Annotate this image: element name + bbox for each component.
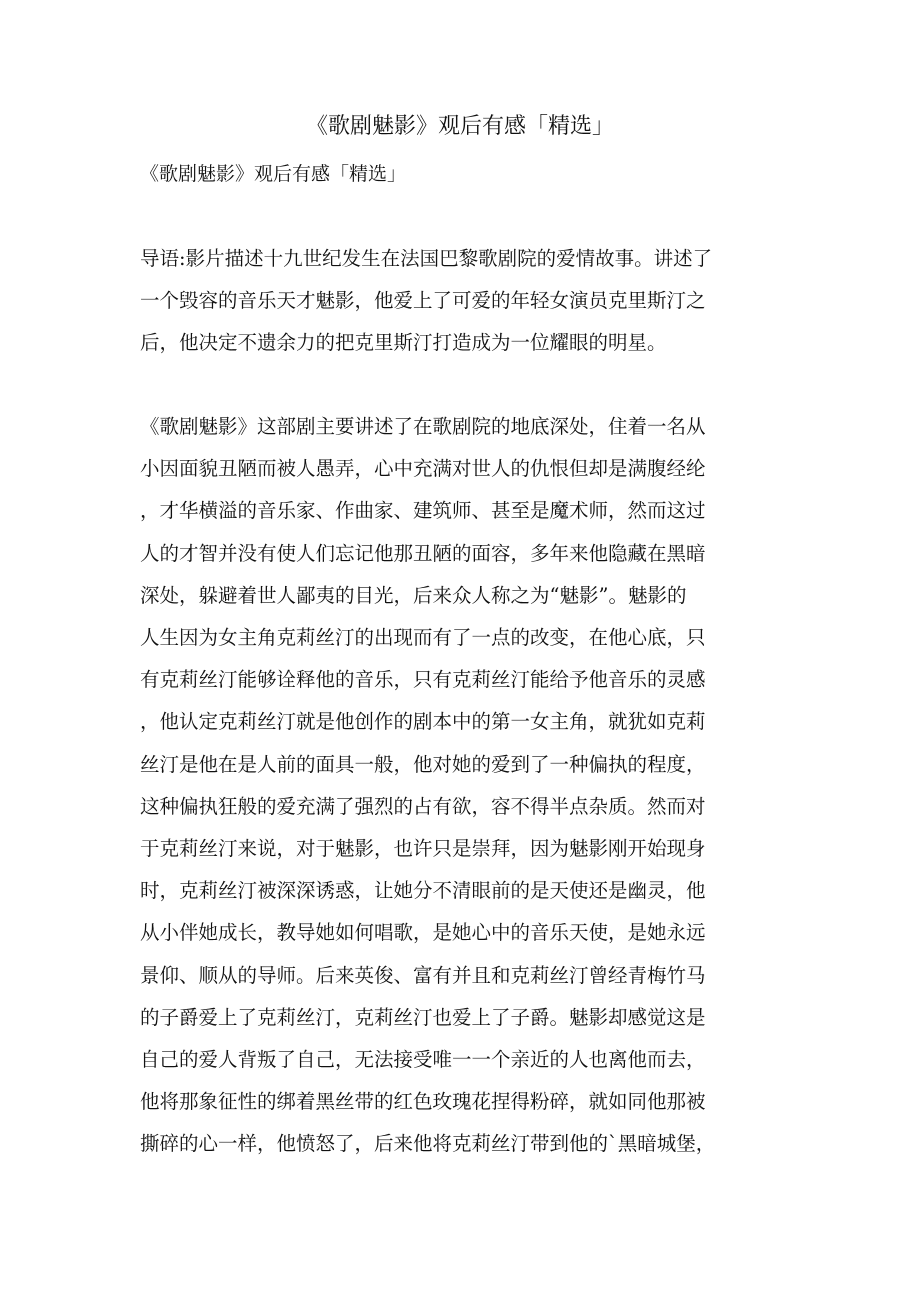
intro-paragraph [140, 238, 780, 365]
paragraph-line: 时，克莉丝汀被深深诱惑，让她分不清眼前的是天使还是幽灵，他 [140, 879, 706, 903]
paragraph-line: 《歌剧魅影》这部剧主要讲述了在歌剧院的地底深处，住着一名从 [140, 415, 706, 438]
paragraph-line: 一个毁容的音乐天才魅影，他爱上了可爱的年轻女演员克里斯汀之 [140, 289, 706, 313]
paragraph-line: 人生因为女主角克莉丝汀的出现而有了一点的改变，在他心底，只 [140, 626, 706, 650]
paragraph-line: 于克莉丝汀来说，对于魅影，也许只是崇拜，因为魅影刚开始现身 [140, 837, 706, 861]
paragraph-line: ，他认定克莉丝汀就是他创作的剧本中的第一女主角，就犹如克莉 [140, 710, 706, 734]
document-title: 《歌剧魅影》观后有感「精选」 [305, 114, 614, 139]
paragraph-line: 丝汀是他在是人前的面具一般，他对她的爱到了一种偏执的程度， [140, 752, 706, 776]
paragraph-line: ，才华横溢的音乐家、作曲家、建筑师、甚至是魔术师，然而这过 [140, 499, 706, 523]
document-subtitle: 《歌剧魅影》观后有感「精选」 [140, 163, 407, 185]
body-paragraph [140, 406, 780, 1166]
paragraph-line: 深处，躲避着世人鄙夷的目光，后来众人称之为“魅影”。魅影的 [140, 583, 687, 607]
paragraph-line: 后，他决定不遗余力的把克里斯汀打造成为一位耀眼的明星。 [140, 331, 667, 355]
paragraph-line: 导语:影片描述十九世纪发生在法国巴黎歌剧院的爱情故事。讲述了 [140, 247, 713, 270]
paragraph-line: 他将那象征性的绑着黑丝带的红色玫瑰花捏得粉碎，就如同他那被 [140, 1090, 706, 1114]
paragraph-line: 人的才智并没有使人们忘记他那丑陋的面容，多年来他隐藏在黑暗 [140, 541, 706, 565]
paragraph-line: 的子爵爱上了克莉丝汀，克莉丝汀也爱上了子爵。魅影却感觉这是 [140, 1005, 706, 1029]
paragraph-line: 有克莉丝汀能够诠释他的音乐，只有克莉丝汀能给予他音乐的灵感 [140, 668, 706, 692]
paragraph-line: 这种偏执狂般的爱充满了强烈的占有欲，容不得半点杂质。然而对 [140, 794, 706, 818]
paragraph-line: 景仰、顺从的导师。后来英俊、富有并且和克莉丝汀曾经青梅竹马 [140, 963, 706, 987]
paragraph-line: 小因面貌丑陋而被人愚弄，心中充满对世人的仇恨但却是满腹经纶 [140, 457, 706, 481]
paragraph-line: 自己的爱人背叛了自己，无法接受唯一一个亲近的人也离他而去， [140, 1048, 706, 1072]
paragraph-line: 撕碎的心一样，他愤怒了，后来他将克莉丝汀带到他的`黑暗城堡， [140, 1132, 716, 1156]
paragraph-line: 从小伴她成长，教导她如何唱歌，是她心中的音乐天使，是她永远 [140, 921, 706, 945]
